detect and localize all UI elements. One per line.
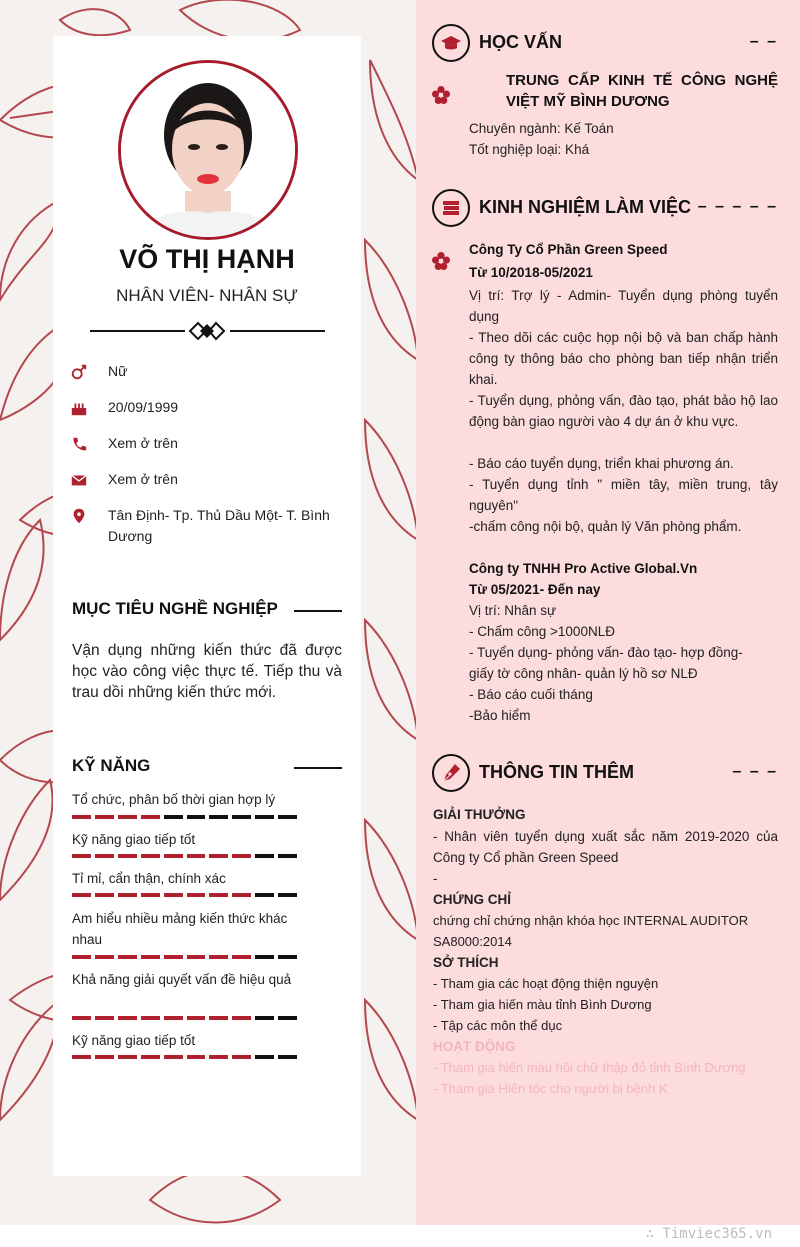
objective-text: Vận dụng những kiến thức đã được học vào công việc thực tế. Tiếp thu và trau dồi những kiến thức mới. — [72, 642, 342, 701]
skill-segment-filled — [72, 1055, 91, 1059]
certificate-text: chứng chỉ chứng nhận khóa học INTERNAL AUDITOR SA8000:2014 — [433, 913, 749, 949]
education-section-header — [432, 24, 782, 64]
job-line: -Bảo hiểm — [469, 708, 531, 723]
name-divider — [90, 320, 325, 342]
job-line: - Tuyển dụng tỉnh " miền tây, miền trung, tây nguyên" — [469, 477, 778, 513]
skill-segment-empty — [187, 815, 206, 819]
skill-segment-empty — [232, 815, 251, 819]
skill-segment-filled — [118, 1016, 137, 1020]
flower-bullet-icon — [432, 86, 450, 104]
skills-heading-line — [294, 767, 342, 769]
skill-segment-filled — [141, 955, 160, 959]
skill-segment-filled — [232, 854, 251, 858]
skill-segment-filled — [118, 854, 137, 858]
skill-segment-filled — [209, 1016, 228, 1020]
awards-extra: - — [433, 871, 438, 886]
skill-rating-bar — [72, 1055, 297, 1059]
pen-nib-icon — [441, 763, 461, 783]
skill-segment-filled — [141, 1055, 160, 1059]
skill-segment-filled — [209, 893, 228, 897]
job-line: Vị trí: Nhân sự — [469, 603, 557, 618]
activity-item: - Tham gia Hiến tóc cho người bị bệnh K — [433, 1081, 668, 1096]
skill-segment-filled — [72, 854, 91, 858]
skill-segment-empty — [255, 854, 274, 858]
skill-segment-empty — [255, 955, 274, 959]
skill-segment-filled — [209, 854, 228, 858]
activity-item: - Tham gia hiến máu hội chữ thập đỏ tỉnh Bình Dương — [433, 1060, 746, 1075]
skill-segment-filled — [164, 955, 183, 959]
skill-segment-filled — [141, 893, 160, 897]
skill-segment-filled — [72, 815, 91, 819]
skills-heading — [72, 756, 342, 776]
avatar-portrait — [121, 63, 295, 237]
skill-segment-filled — [232, 1055, 251, 1059]
additional-section-header — [432, 754, 782, 794]
skill-segment-filled — [209, 1055, 228, 1059]
awards-text: - Nhân viên tuyển dụng xuất sắc năm 2019-2020 của Công ty Cổ phần Green Speed — [433, 829, 778, 865]
job-company: Công Ty Cổ Phần Green Speed — [469, 242, 668, 257]
skill-segment-filled — [187, 854, 206, 858]
skills-heading-text: KỸ NĂNG — [72, 756, 151, 775]
experience-heading: KINH NGHIỆM LÀM VIỆC — [479, 197, 692, 217]
candidate-name: VÕ THỊ HẠNH — [119, 244, 295, 274]
skill-segment-filled — [164, 1016, 183, 1020]
skill-segment-filled — [72, 1016, 91, 1020]
skill-segment-filled — [118, 893, 137, 897]
skill-segment-empty — [278, 893, 297, 897]
skill-segment-empty — [209, 815, 228, 819]
skill-segment-empty — [278, 955, 297, 959]
education-school: TRUNG CẤP KINH TẾ CÔNG NGHỆ VIỆT MỸ BÌNH DƯƠNG — [506, 72, 778, 110]
certificate-heading: CHỨNG CHỈ — [433, 892, 511, 907]
skill-name: Khả năng giải quyết vấn đề hiệu quả — [72, 972, 292, 987]
skill-rating-bar — [72, 815, 297, 819]
job-period: Từ 10/2018-05/2021 — [469, 265, 593, 280]
skill-segment-empty — [278, 815, 297, 819]
skill-segment-filled — [187, 893, 206, 897]
skill-name: Kỹ năng giao tiếp tốt — [72, 832, 196, 847]
experience-section-header — [432, 189, 782, 229]
cake-icon — [70, 399, 88, 417]
job-line: - Chấm công >1000NLĐ — [469, 624, 615, 639]
skill-segment-filled — [118, 815, 137, 819]
education-grade: Tốt nghiệp loại: Khá — [469, 142, 590, 157]
additional-icon-circle — [432, 754, 470, 792]
skill-segment-filled — [118, 955, 137, 959]
skill-segment-filled — [95, 955, 114, 959]
skill-segment-filled — [95, 815, 114, 819]
objective-heading-line — [294, 610, 342, 612]
address-value: Tân Định- Tp. Thủ Dầu Một- T. Bình Dương — [108, 507, 330, 544]
location-pin-icon — [70, 507, 88, 525]
hobby-item: - Tham gia các hoạt động thiện nguyện — [433, 976, 659, 991]
skill-segment-filled — [187, 955, 206, 959]
skill-segment-filled — [95, 1016, 114, 1020]
birthday-value: 20/09/1999 — [108, 399, 179, 415]
skill-name: Am hiểu nhiều mảng kiến thức khác nhau — [72, 911, 288, 947]
gender-icon — [70, 363, 88, 381]
skill-segment-empty — [278, 854, 297, 858]
gender-value: Nữ — [108, 363, 128, 379]
skill-name: Kỹ năng giao tiếp tốt — [72, 1033, 196, 1048]
skill-segment-empty — [255, 893, 274, 897]
skill-name: Tỉ mỉ, cẩn thận, chính xác — [72, 871, 226, 886]
skill-segment-filled — [164, 854, 183, 858]
email-value: Xem ở trên — [108, 471, 178, 487]
flower-bullet-icon — [432, 252, 450, 270]
books-icon — [441, 198, 461, 218]
skill-segment-filled — [72, 955, 91, 959]
skill-segment-filled — [95, 893, 114, 897]
profile-photo — [118, 60, 298, 240]
phone-value: Xem ở trên — [108, 435, 178, 451]
hobbies-heading: SỞ THÍCH — [433, 955, 499, 970]
additional-dash: – – – — [732, 763, 778, 780]
education-dash: – – — [749, 33, 778, 50]
skill-segment-filled — [141, 854, 160, 858]
skill-segment-empty — [278, 1016, 297, 1020]
skill-name: Tổ chức, phân bố thời gian hợp lý — [72, 792, 276, 807]
activities-heading: HOẠT ĐỘNG — [433, 1039, 516, 1054]
skill-segment-filled — [141, 815, 160, 819]
skill-rating-bar — [72, 893, 297, 897]
skill-segment-filled — [232, 955, 251, 959]
education-heading: HỌC VẤN — [479, 32, 563, 52]
job-line: - Báo cáo cuối tháng — [469, 687, 593, 702]
job-line: Vị trí: Trợ lý - Admin- Tuyển dụng phòng tuyển dụng — [469, 288, 778, 324]
job-company: Công ty TNHH Pro Active Global.Vn — [469, 561, 698, 576]
education-major: Chuyên ngành: Kế Toán — [469, 121, 614, 136]
hobby-item: - Tham gia hiến màu tỉnh Bình Dương — [433, 997, 652, 1012]
email-icon — [70, 471, 88, 489]
job-line: -chấm công nội bộ, quản lý Văn phòng phẩm. — [469, 519, 742, 534]
skill-segment-filled — [141, 1016, 160, 1020]
skill-segment-filled — [95, 1055, 114, 1059]
skill-segment-filled — [209, 955, 228, 959]
job-period: Từ 05/2021- Đến nay — [469, 582, 601, 597]
skill-segment-empty — [278, 1055, 297, 1059]
experience-dash: – – – – – — [697, 198, 778, 215]
skill-segment-filled — [187, 1055, 206, 1059]
objective-heading-text: MỤC TIÊU NGHỀ NGHIỆP — [72, 599, 278, 618]
skill-segment-filled — [118, 1055, 137, 1059]
job-line: - Tuyển dụng, phỏng vấn, đào tạo, phát bảo hộ lao động bàn giao người vào 4 dự án ở khu vực. — [469, 393, 778, 429]
phone-icon — [70, 435, 88, 453]
skill-segment-filled — [232, 893, 251, 897]
skill-segment-filled — [232, 1016, 251, 1020]
skill-segment-empty — [164, 815, 183, 819]
skill-rating-bar — [72, 1016, 297, 1020]
job-line: - Tuyển dụng- phỏng vấn- đào tạo- hợp đồng- giấy tờ công nhân- quản lý hồ sơ NLĐ — [469, 645, 743, 681]
skill-segment-filled — [187, 1016, 206, 1020]
skill-segment-empty — [255, 1016, 274, 1020]
skill-segment-filled — [95, 854, 114, 858]
job-line: - Báo cáo tuyển dụng, triển khai phương án. — [469, 456, 734, 471]
awards-heading: GIẢI THƯỞNG — [433, 807, 526, 822]
additional-heading: THÔNG TIN THÊM — [479, 762, 634, 782]
graduation-cap-icon — [441, 33, 461, 53]
skill-segment-filled — [72, 893, 91, 897]
skill-segment-filled — [164, 893, 183, 897]
experience-icon-circle — [432, 189, 470, 227]
objective-heading — [72, 599, 342, 619]
education-icon-circle — [432, 24, 470, 62]
candidate-position: NHÂN VIÊN- NHÂN SỰ — [116, 286, 298, 305]
hobby-item: - Tập các môn thể dục — [433, 1018, 563, 1033]
skill-segment-empty — [255, 815, 274, 819]
skill-segment-filled — [164, 1055, 183, 1059]
skill-rating-bar — [72, 955, 297, 959]
skill-segment-empty — [255, 1055, 274, 1059]
job-line: - Theo dõi các cuộc họp nội bộ và ban chấp hành công ty thông báo cho phòng ban tiếp nhận triển khai. — [469, 330, 778, 387]
footer-brand: ∴ Timviec365.vn — [645, 1226, 772, 1242]
skill-rating-bar — [72, 854, 297, 858]
